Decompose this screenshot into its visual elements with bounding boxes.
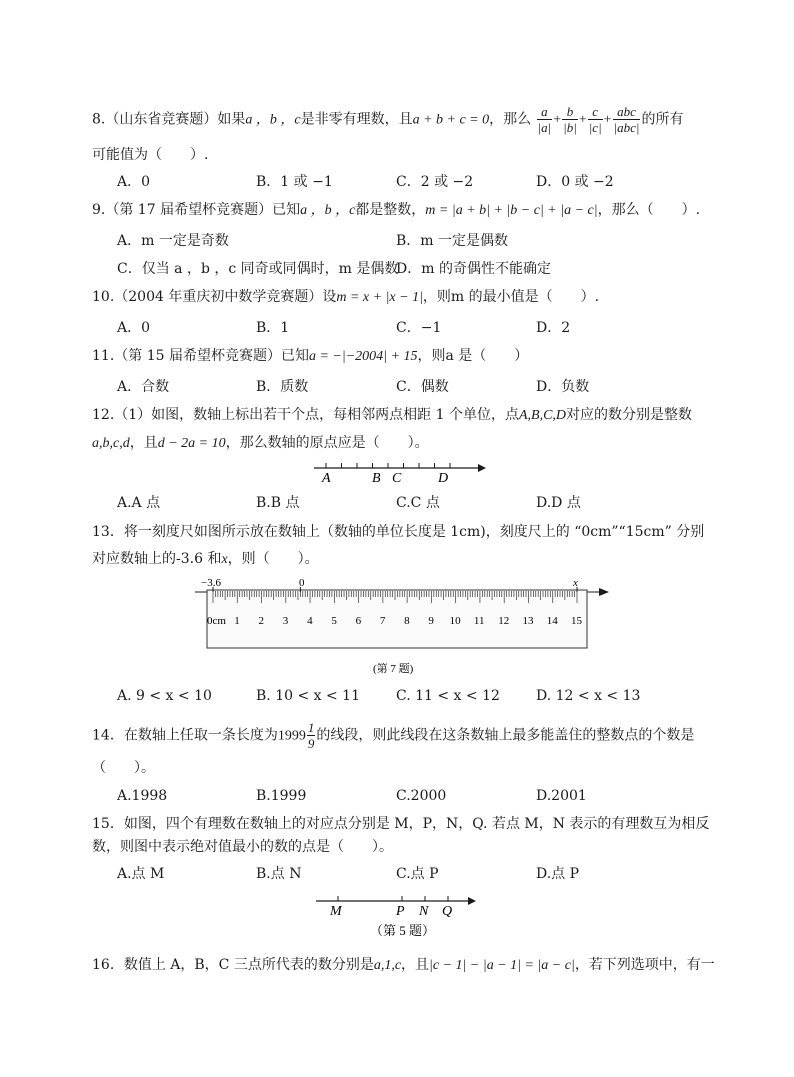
q12-option-c[interactable]: C.C 点 — [396, 495, 440, 511]
ruler-label: 9 — [428, 615, 434, 627]
axis-label-p: P — [396, 904, 405, 919]
q11-option-b[interactable]: B．质数 — [256, 379, 309, 395]
axis-label-c: C — [392, 471, 402, 486]
ruler-label: 10 — [449, 615, 461, 627]
axis-label-d: D — [438, 471, 449, 486]
fraction-abc: $\frac{\text{abc}}{\text{|abc|}}$ — [613, 104, 640, 135]
axis-label-n: N — [419, 904, 429, 919]
q10-option-b[interactable]: B．1 — [256, 320, 290, 336]
q10-option-d[interactable]: D．2 — [536, 320, 571, 336]
ruler-label: 5 — [331, 615, 337, 627]
q8-option-a[interactable]: A．0 — [117, 174, 151, 190]
ruler-label: 14 — [546, 615, 558, 627]
q13-option-a[interactable]: A. 9 < x < 10 — [117, 688, 212, 704]
q8-option-d[interactable]: D．0 或 −2 — [536, 174, 614, 190]
q11-option-d[interactable]: D．负数 — [536, 379, 590, 395]
ruler-axis-zero-label: 0 — [299, 577, 305, 589]
ruler-caption: (第 7 题) — [373, 663, 414, 675]
ruler-label: 7 — [379, 615, 386, 627]
ruler-label: 2 — [258, 615, 265, 627]
q15-option-b[interactable]: B.点 N — [256, 866, 302, 882]
q15-option-a[interactable]: A.点 M — [117, 866, 165, 882]
fraction-one-ninth: $\frac{1}{9}$ — [307, 720, 315, 751]
q8-option-b[interactable]: B．1 或 −1 — [256, 174, 333, 190]
ruler-label: 11 — [473, 615, 485, 627]
ruler-label: 4 — [307, 615, 313, 627]
ruler-axis-left-label: −3.6 — [201, 577, 221, 589]
q11-stem: 11.（第 15 届希望杯竞赛题）已知a = −|−2004| + 15，则a 是（ ） — [92, 348, 529, 364]
q14-stem: 14．在数轴上任取一条长度为1999 $\frac{1}{9}$ 的线段，则此线段在这条数轴上最多能盖住的整数点的个数是 — [92, 720, 695, 751]
q14-option-b[interactable]: B.1999 — [256, 788, 307, 804]
q12-stem-cont: a,b,c,d，且d − 2a = 10，那么数轴的原点应是（ ）。 — [92, 435, 429, 451]
ruler-label: 1 — [234, 615, 240, 627]
q10-stem: 10.（2004 年重庆初中数学竞赛题）设m = x + |x − 1|，则m 的最小值是（ ）. — [92, 289, 600, 305]
q11-option-a[interactable]: A．合数 — [117, 379, 170, 395]
q9-option-a[interactable]: A．m 一定是奇数 — [117, 233, 229, 249]
ruler-label: 8 — [404, 615, 410, 627]
q9-option-d[interactable]: D．m 的奇偶性不能确定 — [396, 261, 551, 277]
ruler-axis-x-label: x — [573, 577, 578, 589]
ruler-label: 13 — [522, 615, 534, 627]
q13-option-c[interactable]: C. 11 < x < 12 — [396, 688, 500, 704]
q16-stem: 16．数值上 A，B，C 三点所代表的数分别是a,1,c，且|c − 1| − |a − 1| = |a − c|，若下列选项中，有一 — [92, 957, 715, 973]
q8-option-c[interactable]: C．2 或 −2 — [396, 174, 474, 190]
q12-option-b[interactable]: B.B 点 — [256, 495, 300, 511]
q13-stem-cont: 对应数轴上的-3.6 和x，则（ ）。 — [92, 551, 319, 567]
axis-label-q: Q — [442, 904, 453, 919]
q15-stem-cont: 数，则图中表示绝对值最小的数的点是（ ）。 — [92, 839, 393, 855]
ruler-label: 3 — [282, 615, 289, 627]
q11-option-c[interactable]: C．偶数 — [396, 379, 449, 395]
q9-option-b[interactable]: B．m 一定是偶数 — [396, 233, 509, 249]
q12-option-a[interactable]: A.A 点 — [117, 495, 161, 511]
axis-label-a: A — [322, 471, 331, 486]
fraction-a: $\frac{a}{|a|}$ — [537, 104, 552, 135]
ruler-label: 15 — [571, 615, 582, 627]
ruler-label: 6 — [355, 615, 362, 627]
q15-number-line — [312, 893, 482, 941]
q13-option-b[interactable]: B. 10 < x < 11 — [256, 688, 360, 704]
q10-option-c[interactable]: C．−1 — [396, 320, 442, 336]
ruler-label: 0cm — [207, 615, 226, 627]
q12-number-line — [310, 458, 490, 486]
q15-option-d[interactable]: D.点 P — [536, 866, 580, 882]
q13-option-d[interactable]: D. 12 < x < 13 — [536, 688, 641, 704]
q12-stem: 12.（1）如图，数轴上标出若干个点，每相邻两点相距 1 个单位，点A,B,C,D对应的数分别是整数 — [92, 407, 693, 423]
q15-stem: 15．如图，四个有理数在数轴上的对应点分别是 M，P，N，Q. 若点 M，N 表示的有理数互为相反 — [92, 816, 710, 832]
q12-option-d[interactable]: D.D 点 — [536, 495, 581, 511]
q14-option-d[interactable]: D.2001 — [536, 788, 587, 804]
q15-option-c[interactable]: C.点 P — [396, 866, 439, 882]
ruler-label: 12 — [498, 615, 510, 627]
q8-stem: 8.（山东省竞赛题）如果a ，b ，c是非零有理数，且a + b + c = 0，那么 $\frac{a}{|a|}$ + $\frac{b}{|b|}$ + $\frac{c}{|c|}$ + $\frac{\text{abc}}{\text{|abc|}}$ 的所有 — [92, 104, 684, 135]
q13-ruler-figure — [193, 574, 613, 678]
q8-stem-cont: 可能值为（ ）. — [92, 147, 209, 163]
q14-option-c[interactable]: C.2000 — [396, 788, 447, 804]
q9-stem: 9.（第 17 届希望杯竞赛题）已知a ，b ，c都是整数，m = |a + b| + |b − c| + |a − c|，那么（ ）. — [92, 202, 701, 218]
fraction-c: $\frac{c}{|c|}$ — [588, 104, 602, 135]
q13-stem: 13．将一刻度尺如图所示放在数轴上（数轴的单位长度是 1cm)，刻度尺上的 “0cm”“15cm” 分别 — [92, 524, 705, 540]
q15-caption: （第 5 题） — [370, 923, 436, 938]
q10-option-a[interactable]: A．0 — [117, 320, 151, 336]
q14-stem-cont: （ ）。 — [92, 760, 155, 776]
axis-label-b: B — [372, 471, 381, 486]
fraction-b: $\frac{b}{|b|}$ — [563, 104, 577, 135]
q9-option-c[interactable]: C．仅当 a ，b ，c 同奇或同偶时，m 是偶数 — [117, 261, 399, 277]
axis-label-m: M — [330, 904, 342, 919]
q14-option-a[interactable]: A.1998 — [117, 788, 168, 804]
